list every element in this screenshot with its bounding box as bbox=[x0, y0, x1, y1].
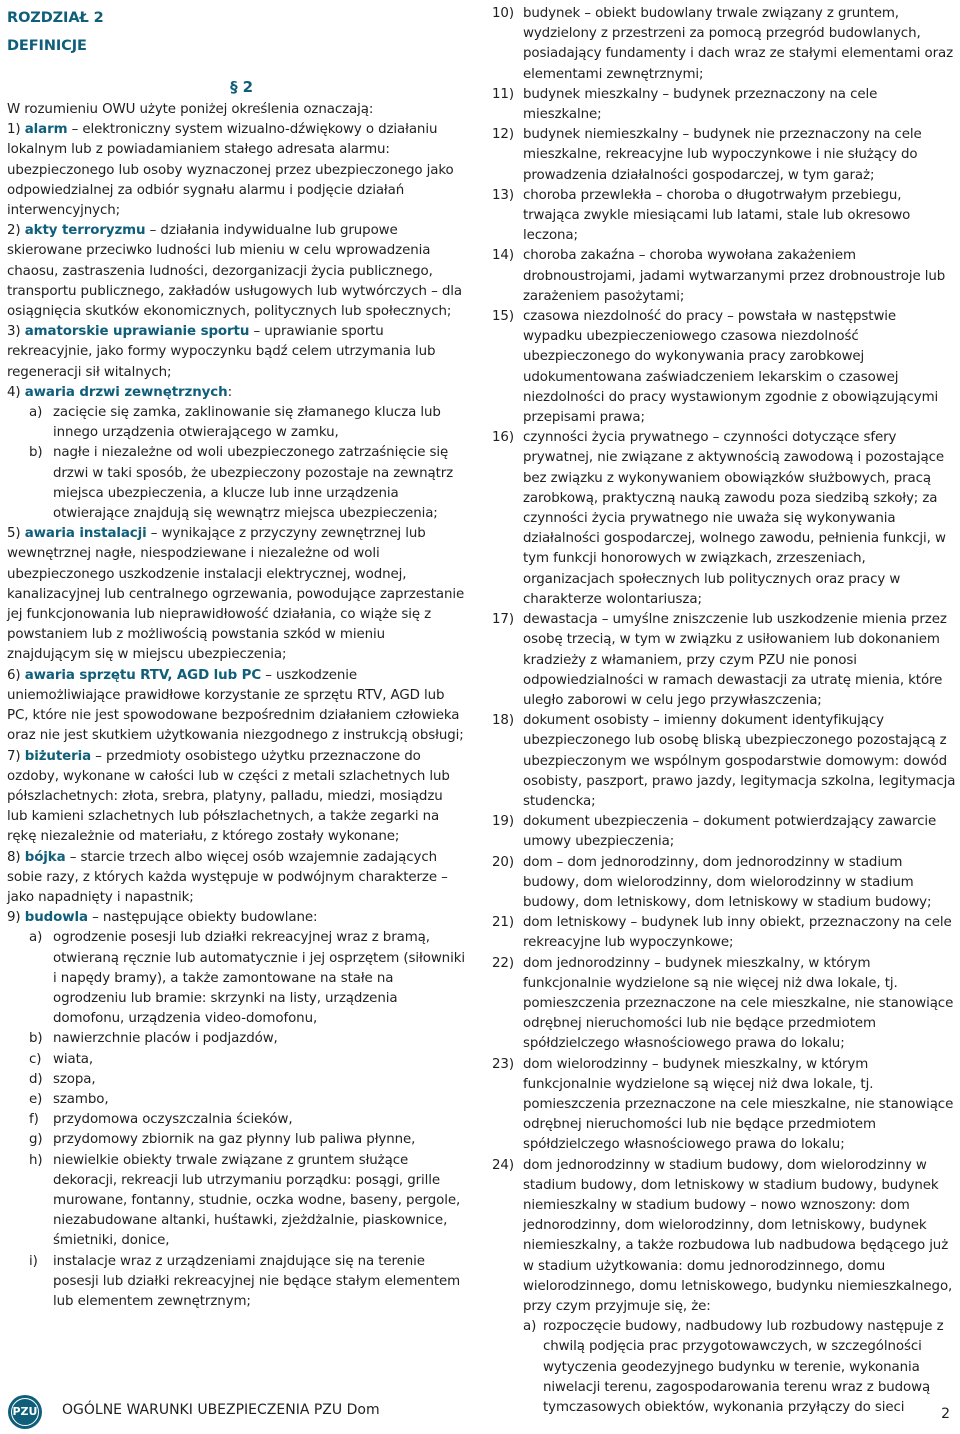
subitem-label: a) bbox=[523, 1319, 537, 1335]
chapter-title: DEFINICJE bbox=[7, 38, 87, 54]
definition-term: czynności życia prywatnego bbox=[523, 430, 709, 446]
pzu-logo-icon bbox=[8, 1395, 42, 1429]
definition-subitem bbox=[7, 1130, 467, 1150]
definition-term: budowla bbox=[24, 910, 88, 926]
definition-term: budynek niemieszkalny bbox=[523, 127, 679, 143]
subitem-text: szopa, bbox=[53, 1071, 96, 1087]
definition-number: 13) bbox=[492, 187, 514, 203]
definition-number: 8) bbox=[7, 849, 21, 865]
subitem-label: f) bbox=[29, 1112, 39, 1128]
definition-text: – budynek mieszkalny, w którym funkcjonalnie wydzielone są nie więcej niż dwa lokale, tj. pomieszczenia przeznaczone na cele mieszkalne, nie stanowiące odrębnej nieruchomości lub nie będące przedmiotem spółdzielczego własnościowego prawa do lokalu; bbox=[523, 955, 954, 1052]
definition-item bbox=[492, 1156, 958, 1318]
definition-number: 3) bbox=[7, 324, 21, 340]
definition-term: awaria sprzętu RTV, AGD lub PC bbox=[24, 667, 262, 683]
definition-number: 16) bbox=[492, 430, 514, 446]
definition-number: 21) bbox=[492, 915, 514, 931]
pzu-logo-text: PZU bbox=[11, 1398, 39, 1426]
definition-item bbox=[492, 812, 958, 852]
definition-term: dom bbox=[523, 854, 553, 870]
definition-number: 14) bbox=[492, 248, 514, 264]
page-number: 2 bbox=[941, 1406, 950, 1422]
definition-item bbox=[7, 848, 467, 909]
definition-text: – budynek mieszkalny, w którym funkcjonalnie wydzielone są więcej niż dwa lokale, tj. pomieszczenia przeznaczone na cele mieszkalne, nie stanowiące odrębnej nieruchomości lub nie będące przedmiotem spółdzielczego własnościowego prawa do lokalu; bbox=[523, 1056, 954, 1153]
definition-number: 1) bbox=[7, 122, 21, 138]
definition-term: alarm bbox=[24, 122, 68, 138]
definition-term: choroba zakaźna bbox=[523, 248, 635, 264]
definition-number: 4) bbox=[7, 384, 21, 400]
definition-text: – dokument potwierdzający zawarcie umowy ubezpieczenia; bbox=[523, 814, 937, 850]
definition-text: – obiekt budowlany trwale związany z gruntem, wydzielony z przestrzeni za pomocą przegród budowlanych, posiadający fundamenty i dach wraz ze stałymi elementami oraz elementami zewnętrznymi; bbox=[523, 6, 954, 82]
definition-text: – choroba o długotrwałym przebiegu, trwająca zwykle miesiącami lub latami, stale lub okresowo leczona; bbox=[523, 187, 911, 244]
definition-subitem bbox=[7, 1090, 467, 1110]
subitem-text: wiata, bbox=[53, 1051, 93, 1067]
definition-item bbox=[492, 186, 958, 247]
right-column bbox=[492, 4, 958, 1418]
definition-term: dom wielorodzinny bbox=[523, 1056, 648, 1072]
definitions-list-left bbox=[7, 120, 467, 1312]
definition-term: dom jednorodzinny bbox=[523, 955, 650, 971]
definition-item bbox=[492, 913, 958, 953]
definition-subitem bbox=[7, 1050, 467, 1070]
definition-number: 5) bbox=[7, 526, 21, 542]
definition-number: 22) bbox=[492, 955, 514, 971]
definition-term: budynek bbox=[523, 6, 581, 21]
definition-text: – uprawianie sportu rekreacyjnie, jako formy wypoczynku bądź celem utrzymania lub regeneracji sił witalnych; bbox=[7, 324, 436, 380]
definition-term: awaria drzwi zewnętrznych bbox=[24, 384, 228, 400]
definition-item bbox=[7, 383, 467, 403]
subitem-text: przydomowa oczyszczalnia ścieków, bbox=[53, 1112, 293, 1128]
definition-item bbox=[7, 221, 467, 322]
footer-title: OGÓLNE WARUNKI UBEZPIECZENIA PZU Dom bbox=[62, 1402, 380, 1418]
definition-text: – następujące obiekty budowlane: bbox=[87, 910, 318, 926]
definition-term: biżuteria bbox=[24, 748, 92, 764]
definition-text: – nowo wznoszony: dom jednorodzinny, dom wielorodzinny, dom letniskowy, budynek niemieszkalny, a także rozbudowa lub nadbudowa będącego już w stadium użytkowania: domu jednorodzinnego, domu wielorodzinnego, domu letniskowego, budynku niemieszkalnego, przy czym przyjmuje się, że: bbox=[523, 1197, 953, 1314]
left-column bbox=[7, 4, 467, 1312]
definition-subitem bbox=[7, 1151, 467, 1252]
definition-subitem bbox=[7, 1070, 467, 1090]
section-mark: § 2 bbox=[230, 78, 253, 96]
subitem-label: c) bbox=[29, 1051, 42, 1067]
definition-text: – budynek przeznaczony na cele mieszkalne; bbox=[523, 86, 878, 123]
definition-term: budynek mieszkalny bbox=[523, 86, 659, 102]
definition-number: 18) bbox=[492, 713, 514, 729]
definition-term: amatorskie uprawianie sportu bbox=[24, 324, 250, 340]
definition-text: – przedmioty osobistego użytku przeznaczone do ozdoby, wykonane w całości lub w części z metali szlachetnych lub półszlachetnych: złota, srebra, platyny, palladu, miedzi, mosiądzu lub kamieni szlachetnych lub półszlachetnych, a także zegarki na rękę niezależnie od materiału, z którego zostały wykonane; bbox=[7, 748, 450, 845]
subitem-label: b) bbox=[29, 1031, 43, 1047]
subitem-text: nawierzchnie placów i podjazdów, bbox=[53, 1031, 278, 1047]
definition-text: – czynności dotyczące sfery prywatnej, nie związane z aktywnością zawodową i pozostające bez związku z wykonywaniem obowiązków służbowych, pracą zarobkową, praktyczną nauką zawodu poza siedzibą szkoły; za czynności życia prywatnego nie uważa się wykonywania działalności gospodarczej, wolnego zawodu, pełnienia funkcji, w tym funkcji honorowych w związkach, zrzeszeniach, organizacjach społecznych lub politycznych oraz pracy w charakterze wolontariusza; bbox=[523, 430, 946, 607]
definition-number: 15) bbox=[492, 309, 514, 325]
definition-item bbox=[7, 908, 467, 928]
definition-text: : bbox=[227, 384, 232, 400]
subitem-label: g) bbox=[29, 1132, 43, 1148]
definition-item bbox=[492, 125, 958, 186]
subitem-label: a) bbox=[29, 930, 43, 946]
definition-term: czasowa niezdolność do pracy bbox=[523, 309, 723, 325]
subitem-label: i) bbox=[29, 1253, 38, 1269]
subitem-label: b) bbox=[29, 445, 43, 461]
definition-text: – dom jednorodzinny, dom jednorodzinny w stadium budowy, dom wielorodzinny, dom wielorodzinny w stadium budowy, dom letniskowy, dom letniskowy w stadium budowy; bbox=[523, 854, 932, 910]
definition-term: awaria instalacji bbox=[24, 526, 147, 542]
definition-text: – budynek nie przeznaczony na cele mieszkalne, rekreacyjne lub wypoczynkowe i nie służący do prowadzenia działalności gospodarczej, w tym garaż; bbox=[523, 127, 922, 183]
definition-item bbox=[7, 120, 467, 221]
definition-text: – działania indywidualne lub grupowe skierowane przeciwko ludności lub mieniu w celu wprowadzenia chaosu, zastraszenia ludności, dezorganizacji życia publicznego, transportu publicznego, zakładów usługowych lub wytwórczych – dla osiągnięcia skutków ekonomicznych, politycznych lub społecznych; bbox=[7, 223, 462, 320]
definition-subitem bbox=[7, 1110, 467, 1130]
definition-subitem bbox=[7, 928, 467, 1029]
definition-number: 12) bbox=[492, 127, 514, 143]
definition-term: akty terroryzmu bbox=[24, 223, 146, 239]
subitem-label: h) bbox=[29, 1152, 43, 1168]
definition-term: dokument osobisty bbox=[523, 713, 649, 729]
definition-text: – wynikające z przyczyny zewnętrznej lub wewnętrznej nagłe, niespodziewane i niezależne od woli ubezpieczonego uszkodzenie instalacji elektrycznej, wodnej, kanalizacyjnej lub centralnego ogrzewania, powodujące zaprzestanie jej funkcjonowania lub nieprawidłowość działania, co wiąże się z powstaniem lub z możliwością powstania szkód w mieniu znajdującym się w miejscu ubezpieczenia; bbox=[7, 526, 465, 663]
definition-text: – uszkodzenie uniemożliwiające prawidłowe korzystanie ze sprzętu RTV, AGD lub PC, które nie jest spowodowane bezpośrednim działaniem człowieka oraz nie jest skutkiem użytkowania niezgodnego z instrukcją obsługi; bbox=[7, 667, 464, 744]
chapter-heading: ROZDZIAŁ 2 bbox=[7, 10, 104, 26]
definition-text: – budynek lub inny obiekt, przeznaczony na cele rekreacyjne lub wypoczynkowe; bbox=[523, 915, 952, 951]
definition-subitem bbox=[7, 1029, 467, 1049]
subitem-text: ogrodzenie posesji lub działki rekreacyjnej wraz z bramą, otwieraną ręcznie lub automatycznie i jej osprzętem (siłowniki i napędy bramy), a także zamontowane na stałe na ogrodzeniu lub bramie: skrzynki na listy, urządzenia domofonu, urządzenia video-domofonu, bbox=[53, 930, 465, 1027]
definition-number: 9) bbox=[7, 910, 21, 926]
definition-subitem bbox=[7, 1252, 467, 1313]
definition-number: 19) bbox=[492, 814, 514, 830]
definition-subitem bbox=[7, 443, 467, 524]
subitem-label: e) bbox=[29, 1091, 43, 1107]
definition-number: 20) bbox=[492, 854, 514, 870]
subitem-text: rozpoczęcie budowy, nadbudowy lub rozbudowy następuje z chwilą podjęcia prac przygotowawczych, w szczególności wytyczenia geodezyjnego budynku w terenie, wykonania niwelacji terenu, zagospodarowania terenu wraz z budową tymczasowych obiektów, wykonania przyłączy do sieci bbox=[543, 1319, 944, 1416]
page-footer bbox=[0, 1392, 960, 1434]
subitem-text: niewielkie obiekty trwale związane z gruntem służące dekoracji, rekreacji lub utrzymaniu porządku: posągi, grille murowane, fontanny, studnie, oczka wodne, baseny, pergole, niezabudowane altanki, huśtawki, zjeżdżalnie, piaskownice, śmietniki, donice, bbox=[53, 1152, 461, 1249]
definition-term: dewastacja bbox=[523, 612, 598, 628]
subitem-label: a) bbox=[29, 405, 43, 421]
definition-text: – starcie trzech albo więcej osób wzajemnie zadających sobie razy, z których każda występuje w podwójnym charakterze – jako napadnięty i napastnik; bbox=[7, 849, 448, 905]
definition-number: 10) bbox=[492, 6, 514, 21]
definition-item bbox=[492, 711, 958, 812]
definition-item bbox=[492, 610, 958, 711]
subitem-text: nagłe i niezależne od woli ubezpieczonego zatrzaśnięcie się drzwi w taki sposób, że ubezpieczony pozostaje na zewnątrz miejsca ubezpieczenia, a klucze lub inne urządzenia otwierające znajdują się wewnątrz miejsca ubezpieczenia; bbox=[53, 445, 454, 522]
definition-term: bójka bbox=[24, 849, 66, 865]
definition-number: 2) bbox=[7, 223, 21, 239]
definition-term: dom letniskowy bbox=[523, 915, 627, 931]
definition-number: 11) bbox=[492, 86, 514, 102]
subitem-text: szambo, bbox=[53, 1091, 109, 1107]
definition-number: 7) bbox=[7, 748, 21, 764]
definition-item bbox=[492, 853, 958, 914]
definition-term: dom jednorodzinny w stadium budowy, dom wielorodzinny w stadium budowy, dom letniskowy w stadium budowy, budynek niemieszkalny w stadium budowy bbox=[523, 1157, 939, 1213]
definition-item bbox=[492, 246, 958, 307]
definition-item bbox=[492, 4, 958, 85]
subitem-label: d) bbox=[29, 1071, 43, 1087]
definition-number: 24) bbox=[492, 1157, 514, 1173]
definition-number: 17) bbox=[492, 612, 514, 628]
definition-text: – imienny dokument identyfikujący ubezpieczonego lub osobę bliską ubezpieczonego pozostającą z ubezpieczonym we wspólnym gospodarstwie domowym: dowód osobisty, paszport, prawo jazdy, legitymacja szkolna, legitymacja studencka; bbox=[523, 713, 956, 809]
definition-term: dokument ubezpieczenia bbox=[523, 814, 689, 830]
subitem-text: przydomowy zbiornik na gaz płynny lub paliwa płynne, bbox=[53, 1132, 416, 1148]
intro-text: W rozumieniu OWU użyte poniżej określenia oznaczają: bbox=[7, 102, 374, 117]
definition-text: – elektroniczny system wizualno-dźwiękowy o działaniu lokalnym lub z powiadamianiem stałego adresata alarmu: ubezpieczonego lub osoby wyznaczonej przez ubezpieczonego jako odpowiedzialnej za odbiór sygnału alarmu i podjęcie działań interwencyjnych; bbox=[7, 122, 454, 219]
definition-number: 6) bbox=[7, 667, 21, 683]
definition-subitem bbox=[7, 403, 467, 443]
definition-item bbox=[7, 524, 467, 665]
definition-term: choroba przewlekła bbox=[523, 187, 652, 203]
subitem-text: zacięcie się zamka, zaklinowanie się złamanego klucza lub innego urządzenia otwierającego w zamku, bbox=[53, 405, 441, 441]
definition-item bbox=[7, 322, 467, 383]
definition-text: – powstała w następstwie wypadku ubezpieczeniowego czasowa niezdolność ubezpieczonego do wykonywania pracy zarobkowej udokumentowana zaświadczeniem lekarskim o czasowej niezdolności do pracy wystawionym zgodnie z obowiązującymi przepisami prawa; bbox=[523, 309, 939, 426]
definitions-list-right bbox=[492, 4, 958, 1418]
definition-item bbox=[492, 1055, 958, 1156]
definition-item bbox=[492, 307, 958, 428]
definition-item bbox=[492, 428, 958, 610]
definition-text: – umyślne zniszczenie lub uszkodzenie mienia przez osobę trzecią, w tym w związku z usiłowaniem lub dokonaniem kradzieży z włamaniem, przy czym PZU nie ponosi odpowiedzialności w ramach dewastacji za utratę mienia, które uległo zaborowi w celu jego przywłaszczenia; bbox=[523, 612, 947, 708]
definition-item bbox=[7, 747, 467, 848]
definition-text: – choroba wywołana zakażeniem drobnoustrojami, jadami wytwarzanymi przez drobnoustroje lub zarażeniem pasożytami; bbox=[523, 248, 946, 304]
definition-item bbox=[492, 954, 958, 1055]
definition-item bbox=[492, 85, 958, 125]
subitem-text: instalacje wraz z urządzeniami znajdujące się na terenie posesji lub działki rekreacyjnej nie będące stałym elementem lub elementem zewnętrznym; bbox=[53, 1253, 461, 1309]
definition-item bbox=[7, 666, 467, 747]
definition-number: 23) bbox=[492, 1056, 514, 1072]
